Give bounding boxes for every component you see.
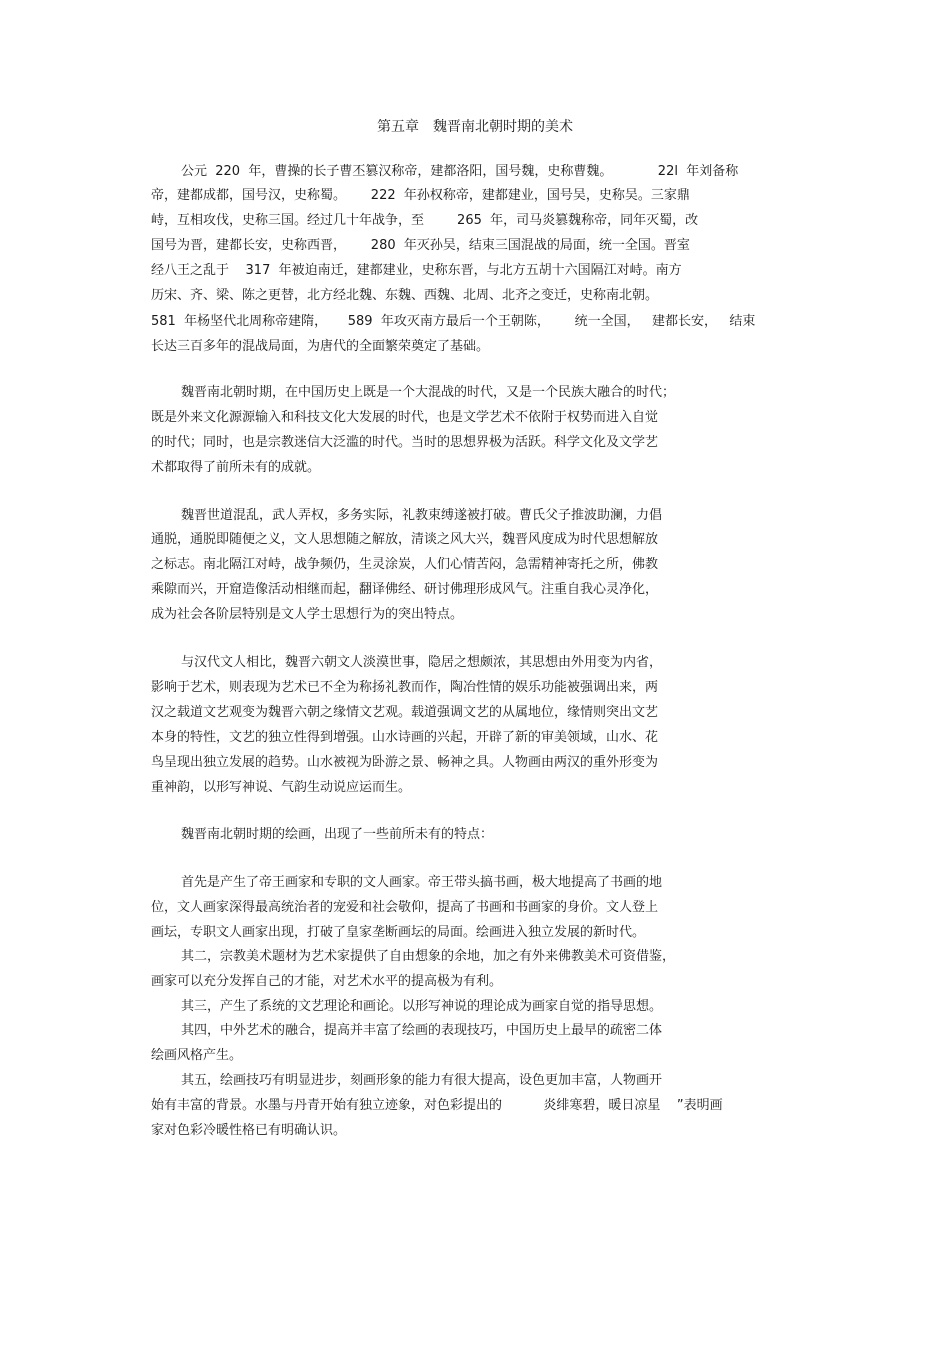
paragraph-5-line-1: 魏晋南北朝时期的绘画，出现了一些前所未有的特点： bbox=[181, 827, 494, 842]
chapter-title: 第五章 魏晋南北朝时期的美术 bbox=[377, 119, 573, 135]
paragraph-1-line-2: 帝，建都成都，国号汉，史称蜀。 222 年孙权称帝，建都建业，国号吴，史称吴。三家鼎 bbox=[151, 188, 690, 203]
paragraph-1-line-5: 经八王之乱于 317 年被迫南迁，建都建业，史称东晋，与北方五胡十六国隔江对峙。南方 bbox=[151, 263, 682, 278]
paragraph-6-line-2: 位，文人画家深得最高统治者的宠爱和社会敬仰，提高了书画和书画家的身价。文人登上 bbox=[151, 900, 659, 915]
paragraph-1-line-6: 历宋、齐、梁、陈之更替，北方经北魏、东魏、西魏、北周、北齐之变迁，史称南北朝。 bbox=[151, 288, 659, 303]
paragraph-6-line-10: 始有丰富的背景。水墨与丹青开始有独立迹象，对色彩提出的 炎绯寒碧，暖日凉星 ”表明画 bbox=[151, 1098, 723, 1113]
paragraph-1-line-8: 长达三百多年的混战局面，为唐代的全面繁荣奠定了基础。 bbox=[151, 339, 490, 354]
paragraph-4-line-2: 影响于艺术，则表现为艺术已不全为称扬礼教而作，陶冶性情的娱乐功能被强调出来，两 bbox=[151, 680, 659, 695]
paragraph-4-line-6: 重神韵，以形写神说、气韵生动说应运而生。 bbox=[151, 780, 412, 795]
paragraph-3-line-2: 通脱，通脱即随便之义，文人思想随之解放，清谈之风大兴，魏晋风度成为时代思想解放 bbox=[151, 532, 659, 547]
paragraph-6-line-6: 其三，产生了系统的文艺理论和画论。以形写神说的理论成为画家自觉的指导思想。 bbox=[181, 999, 663, 1014]
paragraph-6-line-3: 画坛，专职文人画家出现，打破了皇家垄断画坛的局面。绘画进入独立发展的新时代。 bbox=[151, 925, 646, 940]
paragraph-6-line-8: 绘画风格产生。 bbox=[151, 1048, 243, 1063]
paragraph-4-line-3: 汉之载道文艺观变为魏晋六朝之缘情文艺观。载道强调文艺的从属地位，缘情则突出文艺 bbox=[151, 705, 659, 720]
paragraph-6-line-11: 家对色彩冷暖性格已有明确认识。 bbox=[151, 1123, 347, 1138]
paragraph-1-line-7: 581 年杨坚代北周称帝建隋， 589 年攻灭南方最后一个王朝陈， 统一全国， 建都长安， 结束 bbox=[151, 314, 756, 329]
paragraph-4-line-1: 与汉代文人相比，魏晋六朝文人淡漠世事，隐居之想颇浓，其思想由外用变为内省， bbox=[181, 655, 663, 670]
paragraph-2-line-3: 的时代；同时，也是宗教迷信大泛滥的时代。当时的思想界极为活跃。科学文化及文学艺 bbox=[151, 435, 659, 450]
paragraph-3-line-3: 之标志。南北隔江对峙，战争频仍，生灵涂炭，人们心情苦闷，急需精神寄托之所，佛教 bbox=[151, 557, 659, 572]
paragraph-6-line-7: 其四，中外艺术的融合，提高并丰富了绘画的表现技巧，中国历史上最早的疏密二体 bbox=[181, 1023, 663, 1038]
paragraph-6-line-9: 其五，绘画技巧有明显进步，刻画形象的能力有很大提高，设色更加丰富，人物画开 bbox=[181, 1073, 663, 1088]
paragraph-2-line-4: 术都取得了前所未有的成就。 bbox=[151, 460, 321, 475]
paragraph-6-line-1: 首先是产生了帝王画家和专职的文人画家。帝王带头搞书画，极大地提高了书画的地 bbox=[181, 875, 663, 890]
paragraph-3-line-5: 成为社会各阶层特别是文人学士思想行为的突出特点。 bbox=[151, 607, 464, 622]
paragraph-4-line-4: 本身的特性，文艺的独立性得到增强。山水诗画的兴起，开辟了新的审美领域，山水、花 bbox=[151, 730, 659, 745]
paragraph-2-line-2: 既是外来文化源源输入和科技文化大发展的时代，也是文学艺术不依附于权势而进入自觉 bbox=[151, 410, 659, 425]
paragraph-3-line-4: 乘隙而兴，开窟造像活动相继而起，翻译佛经、研讨佛理形成风气。注重自我心灵净化， bbox=[151, 582, 659, 597]
paragraph-1-line-3: 峙，互相攻伐，史称三国。经过几十年战争，至 265 年，司马炎篡魏称帝，同年灭蜀，改 bbox=[151, 213, 699, 228]
paragraph-4-line-5: 鸟呈现出独立发展的趋势。山水被视为卧游之景、畅神之具。人物画由两汉的重外形变为 bbox=[151, 755, 659, 770]
paragraph-1-line-1: 公元 220 年，曹操的长子曹丕篡汉称帝，建都洛阳，国号魏，史称曹魏。 22l 年刘备称 bbox=[181, 164, 739, 179]
paragraph-6-line-4: 其二，宗教美术题材为艺术家提供了自由想象的余地，加之有外来佛教美术可资借鉴， bbox=[181, 949, 676, 964]
paragraph-6-line-5: 画家可以充分发挥自己的才能，对艺术水平的提高极为有利。 bbox=[151, 974, 503, 989]
paragraph-1-line-4: 国号为晋，建都长安，史称西晋， 280 年灭孙吴，结束三国混战的局面，统一全国。晋室 bbox=[151, 238, 690, 253]
paragraph-2-line-1: 魏晋南北朝时期，在中国历史上既是一个大混战的时代，又是一个民族大融合的时代； bbox=[181, 385, 676, 400]
paragraph-3-line-1: 魏晋世道混乱，武人弄权，多务实际，礼教束缚遂被打破。曹氏父子推波助澜，力倡 bbox=[181, 508, 663, 523]
